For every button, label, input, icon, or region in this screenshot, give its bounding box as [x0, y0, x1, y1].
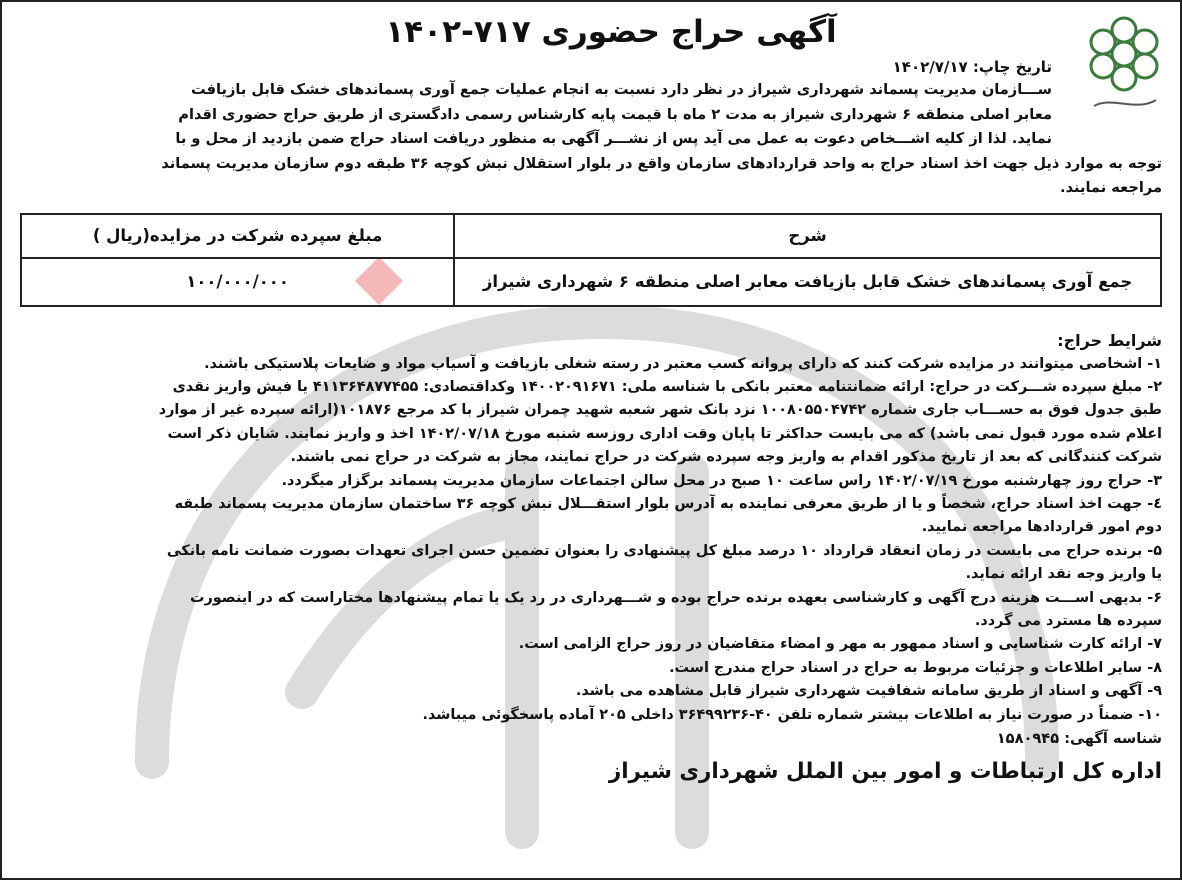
- condition-line: شرکت کنندگانی که بعد از تاریخ مذکور اقدام به واریز وجه سپرده شرکت در حراج نمایند، مجاز به شرکت در حراج نمی باشند.: [290, 449, 1162, 466]
- print-date: تاریخ چاپ: ۱۴۰۲/۷/۱۷: [892, 58, 1052, 76]
- notice-id: شناسه آگهی: ۱۵۸۰۹۴۵: [996, 730, 1162, 747]
- conditions-title: شرایط حراج:: [1057, 330, 1162, 350]
- condition-line: ۲- مبلغ سپرده شـــرکت در حراج: ارائه ضمانتنامه معتبر بانکی با شناسه ملی: ۱۴۰۰۲۰۹۱۶۷۱ وکداقتصادی: ۴۱۱۳۶۴۸۷۷۴۵۵ یا فیش واریز نقدی: [172, 378, 1162, 395]
- condition-line: دوم امور قراردادها مراجعه نمایید.: [921, 519, 1162, 536]
- auction-table: [20, 213, 1162, 307]
- condition-line: ۵- برنده حراج می بایست در زمان انعقاد قرارداد ۱۰ درصد مبلغ کل پیشنهادی را بعنوان تضمین حسن اجرای تعهدات بصورت ضمانت نامه بانکی: [166, 542, 1162, 559]
- intro-line-3: نماید. لذا از کلیه اشـــخاص دعوت به عمل می آید پس از نشـــر آگهی به منظور دریافت اسناد حراج ضمن بازدید از محل و با: [175, 130, 1052, 147]
- condition-line: ۹- آگهی و اسناد از طریق سامانه شفافیت شهرداری شیراز قابل مشاهده می باشد.: [575, 683, 1162, 700]
- table-cell-deposit: ۱۰۰/۰۰۰/۰۰۰: [21, 258, 454, 306]
- intro-line-5: مراجعه نمایند.: [1060, 179, 1162, 196]
- condition-line: ٤- جهت اخذ اسناد حراج، شخصاً و یا از طریق معرفی نماینده به آدرس بلوار استقـــلال نبش کوچه ۳۶ ساختمان سازمان مدیریت پسماند طبقه: [174, 495, 1162, 512]
- intro-line-2: معابر اصلی منطقه ۶ شهرداری شیراز به مدت ۲ ماه با قیمت پایه کارشناس رسمی دادگستری از طریق حراج حضوری اقدام: [178, 105, 1052, 123]
- condition-line: ۱۰- ضمناً در صورت نیاز به اطلاعات بیشتر شماره تلفن ۴۰-۳۶۴۹۹۲۳۶ داخلی ۲۰۵ آماده پاسخگوئی میباشد.: [422, 706, 1162, 723]
- table-header-description: شرح: [454, 214, 1161, 258]
- condition-line: ۷- ارائه کارت شناسایی و اسناد ممهور به مهر و امضاء متقاضیان در روز حراج الزامی است.: [518, 636, 1162, 653]
- condition-line: ۸- سایر اطلاعات و جزئیات مربوط به حراج در اسناد حراج مندرج است.: [669, 659, 1162, 676]
- condition-line: ۶- بدیهی اســـت هزینه درج آگهی و کارشناسی بعهده برنده حراج بوده و شـــهرداری در رد یک یا تمام پیشنهادها مختاراست که در اینصورت: [190, 589, 1162, 606]
- notice-title: آگهی حراج حضوری ۷۱۷-۱۴۰۲: [385, 14, 837, 50]
- intro-line-4: توجه به موارد ذیل جهت اخذ اسناد حراج به واحد قراردادهای سازمان واقع در بلوار استقلال نبش کوچه ۳۶ طبقه دوم سازمان مدیریت پسماند: [161, 154, 1162, 172]
- table-cell-description: جمع آوری پسماندهای خشک قابل بازیافت معابر اصلی منطقه ۶ شهرداری شیراز: [454, 258, 1161, 306]
- intro-line-1: ســـازمان مدیریت پسماند شهرداری شیراز در نظر دارد نسبت به انجام عملیات جمع آوری پسماندهای خشک قابل بازیافت: [191, 81, 1052, 98]
- condition-line: اعلام شده مورد قبول نمی باشد) که می بایست حداکثر تا پایان وقت اداری روزسه شنبه مورخ ۱۴۰۲/۰۷/۱۸ اخذ و واریز نمایند. شایان ذکر است: [167, 425, 1162, 442]
- condition-line: سپرده ها مسترد می گردد.: [974, 612, 1162, 629]
- table-row: [21, 258, 1161, 306]
- footer-department: اداره کل ارتباطات و امور بین الملل شهرداری شیراز: [608, 759, 1162, 784]
- condition-line: ۳- حراج روز چهارشنبه مورخ ۱۴۰۲/۰۷/۱۹ راس ساعت ۱۰ صبح در محل سالن اجتماعات سازمان مدیریت پسماند برگزار میگردد.: [281, 472, 1162, 489]
- condition-line: یا واریز وجه نقد ارائه نماید.: [965, 566, 1162, 583]
- condition-line: طبق جدول فوق به حســـاب جاری شماره ۱۰۰۸۰۵۵۰۴۷۴۲ نزد بانک شهر شعبه شهید چمران شیراز با کد مرجع ۱۰۱۸۷۶(ارائه سپرده غیر از موارد: [158, 402, 1162, 419]
- table-header-deposit: مبلغ سپرده شرکت در مزایده(ریال ): [21, 214, 454, 258]
- table-header-row: [21, 214, 1161, 258]
- condition-line: ۱- اشخاصی میتوانند در مزایده شرکت کنند که دارای پروانه کسب معتبر در رسته شغلی بازیافت و آسیاب مواد و ضایعات پلاستیکی باشند.: [204, 355, 1162, 372]
